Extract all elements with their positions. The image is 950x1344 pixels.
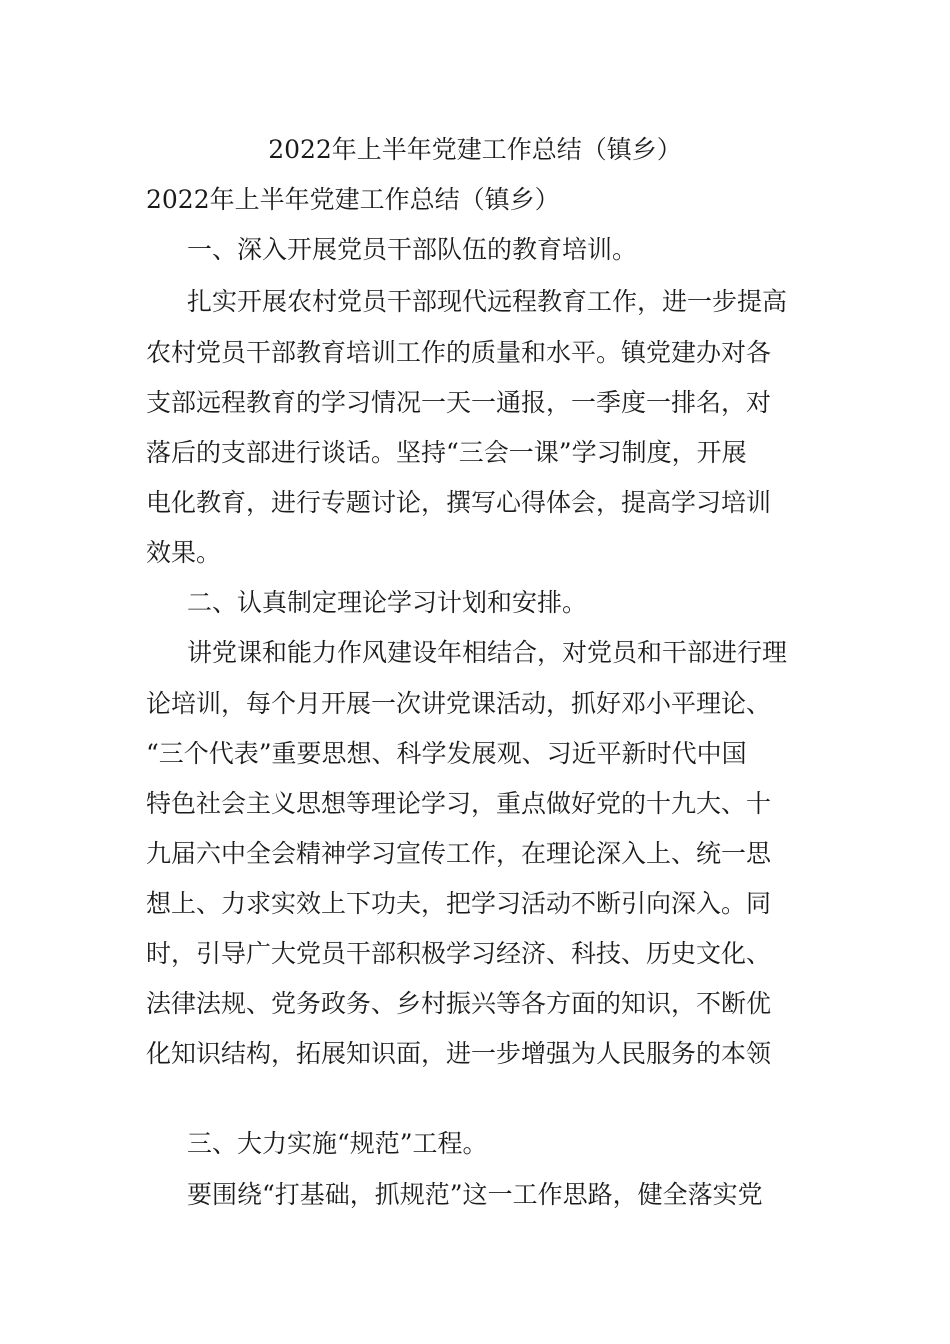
paragraph-line: 九届六中全会精神学习宣传工作，在理论深入上、统一思 bbox=[146, 839, 772, 868]
section-heading-2: 二、认真制定理论学习计划和安排。 bbox=[187, 588, 588, 617]
paragraph-line: 化知识结构，拓展知识面，进一步增强为人民服务的本领 bbox=[146, 1039, 772, 1068]
document-subtitle: 2022年上半年党建工作总结（镇乡） bbox=[146, 185, 560, 214]
paragraph-line: 扎实开展农村党员干部现代远程教育工作，进一步提高 bbox=[187, 287, 788, 316]
paragraph-line: 法律法规、党务政务、乡村振兴等各方面的知识，不断优 bbox=[146, 989, 772, 1018]
paragraph-line: 电化教育，进行专题讨论，撰写心得体会，提高学习培训 bbox=[146, 488, 772, 517]
paragraph-line: 时，引导广大党员干部积极学习经济、科技、历史文化、 bbox=[146, 939, 772, 968]
section-heading-1: 一、深入开展党员干部队伍的教育培训。 bbox=[187, 235, 638, 264]
paragraph-line: 特色社会主义思想等理论学习，重点做好党的十九大、十 bbox=[146, 789, 772, 818]
document-title: 2022年上半年党建工作总结（镇乡） bbox=[268, 135, 682, 164]
paragraph-line: 论培训，每个月开展一次讲党课活动，抓好邓小平理论、 bbox=[146, 689, 772, 718]
section-heading-3: 三、大力实施“规范”工程。 bbox=[187, 1129, 488, 1158]
paragraph-line: 想上、力求实效上下功夫，把学习活动不断引向深入。同 bbox=[146, 889, 772, 918]
paragraph-line: 农村党员干部教育培训工作的质量和水平。镇党建办对各 bbox=[146, 338, 772, 367]
paragraph-line: 支部远程教育的学习情况一天一通报，一季度一排名，对 bbox=[146, 388, 772, 417]
paragraph-line: 落后的支部进行谈话。坚持“三会一课”学习制度，开展 bbox=[146, 438, 747, 467]
paragraph-line: 要围绕“打基础，抓规范”这一工作思路，健全落实党 bbox=[187, 1180, 763, 1209]
paragraph-line: 讲党课和能力作风建设年相结合，对党员和干部进行理 bbox=[187, 638, 788, 667]
paragraph-line: “三个代表”重要思想、科学发展观、习近平新时代中国 bbox=[146, 739, 747, 768]
paragraph-line: 效果。 bbox=[146, 538, 222, 567]
